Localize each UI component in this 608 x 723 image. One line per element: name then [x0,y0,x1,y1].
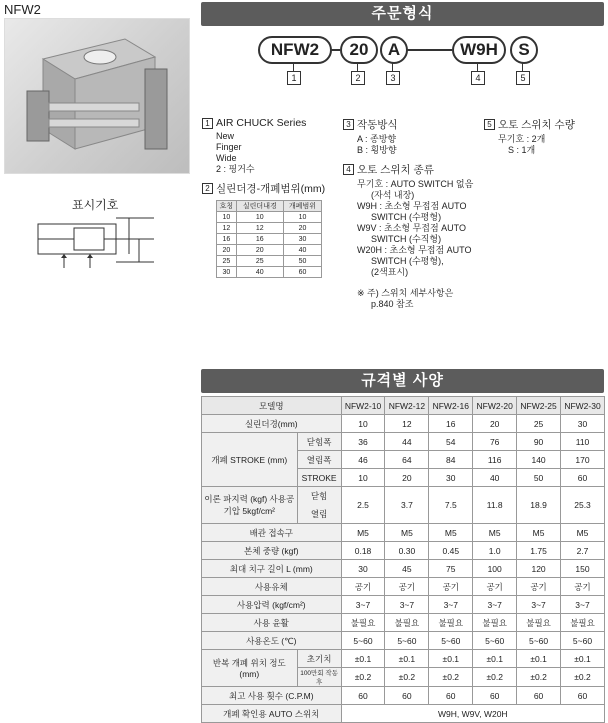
order-code [258,36,558,86]
code-num-2: 2 [351,71,365,85]
sec4-line: W9H : 초소형 무접점 AUTO [357,201,467,211]
sec4-line: SWITCH (수직형) [371,234,442,244]
code-action: A [380,36,408,64]
sec4-note: p.840 참조 [371,299,414,309]
section-3 [343,117,473,156]
air-chuck-image [5,19,189,173]
sec1-line: New [216,131,235,141]
sec4-line: (2색표시) [371,267,409,277]
sec2-num: 2 [202,183,213,194]
table-row: 개폐 STROKE (mm) 닫힘폭 36 44 54 76 90 110 [202,433,605,451]
table-row: 열림폭 46 64 84 116 140 170 [202,451,605,469]
table-row: 본체 중량 (kgf) 0.18 0.30 0.45 1.0 1.75 2.7 [202,542,605,560]
table-row: 30 40 60 [217,267,322,278]
code-dash [330,49,340,51]
sec4-num: 4 [343,164,354,175]
code-num-5: 5 [516,71,530,85]
sec3-num: 3 [343,119,354,130]
code-qty: S [510,36,538,64]
bore-table-header: 호칭 [217,201,237,212]
model-label: NFW2 [4,2,41,17]
pneumatic-symbol [34,210,164,270]
sec4-line: (자석 내장) [371,190,415,200]
code-series: NFW2 [258,36,332,64]
table-row: 10 10 10 [217,212,322,223]
table-row: 16 16 30 [217,234,322,245]
table-row: 25 25 50 [217,256,322,267]
product-photo [4,18,190,174]
table-row: 사용유체 공기 공기 공기 공기 공기 공기 [202,578,605,596]
sec1-line: 2 : 핑거수 [216,164,255,174]
table-row: 반복 개폐 위치 정도 (mm) 초기치 ±0.1 ±0.1 ±0.1 ±0.1 ±0.1 ±0.1 [202,650,605,668]
section-5 [484,117,604,156]
table-row: 이론 파지력 (kgf) 사용공기압 5kgf/cm² 닫힘 열림 2.5 3.7 7.5 11.8 18.9 25.3 [202,487,605,524]
sec3-line: A : 종방향 [357,134,397,144]
sec4-line: 무기호 : AUTO SWITCH 없음 [357,179,474,189]
table-row: 20 20 40 [217,245,322,256]
table-row: 실린더경(mm) 10 12 16 20 25 30 [202,415,605,433]
table-row: 최고 사용 횟수 (C.P.M) 60 60 60 60 60 60 [202,687,605,705]
table-row: 개폐 확인용 AUTO 스위치 W9H, W9V, W20H [202,705,605,723]
sec3-title: 작동방식 [357,119,398,131]
bore-table [216,200,322,278]
table-row: 사용압력 (kgf/cm²) 3~7 3~7 3~7 3~7 3~7 3~7 [202,596,605,614]
code-num-4: 4 [471,71,485,85]
table-row: 사용온도 (℃) 5~60 5~60 5~60 5~60 5~60 5~60 [202,632,605,650]
code-num-1: 1 [287,71,301,85]
sec1-title: AIR CHUCK Series [216,117,307,129]
bore-table-header: 개폐범위 [283,201,321,212]
section-2 [202,181,342,278]
sec4-note: ※ 주) 스위치 세부사항은 [357,288,454,298]
code-bore: 20 [340,36,378,64]
sec4-line: SWITCH (수평형) [371,212,442,222]
spec-banner: 규격별 사양 [201,369,604,393]
sec5-title: 오토 스위치 수량 [498,119,575,131]
order-banner: 주문형식 [201,2,604,26]
sec1-line: Finger [216,142,242,152]
table-row: STROKE 10 20 30 40 50 60 [202,469,605,487]
code-num-3: 3 [386,71,400,85]
sec5-line: 무기호 : 2개 [498,134,546,144]
table-row: 배관 접속구 M5 M5 M5 M5 M5 M5 [202,524,605,542]
table-row: 최대 치구 길이 L (mm) 30 45 75 100 120 150 [202,560,605,578]
section-4 [343,162,483,310]
section-1 [202,117,332,175]
code-switch: W9H [452,36,506,64]
sec4-line: SWITCH (수평형), [371,256,444,266]
sec1-line: Wide [216,153,237,163]
sec3-line: B : 횡방향 [357,145,397,155]
sec4-title: 오토 스위치 종류 [357,164,434,176]
sec5-line: S : 1개 [508,145,536,155]
sec4-line: W20H : 초소형 무접점 AUTO [357,245,472,255]
table-row: 사용 윤활 불필요 불필요 불필요 불필요 불필요 불필요 [202,614,605,632]
bore-table-header: 실린더내경 [236,201,283,212]
spec-table [201,396,605,723]
symbol-title: 표시기호 [72,198,119,212]
sec1-num: 1 [202,118,213,129]
sec4-line: W9V : 초소형 무접점 AUTO [357,223,467,233]
table-row: 모델명 NFW2-10 NFW2-12 NFW2-16 NFW2-20 NFW2-25 NFW2-30 [202,397,605,415]
sec5-num: 5 [484,119,495,130]
table-row: 100만회 작동후 ±0.2 ±0.2 ±0.2 ±0.2 ±0.2 ±0.2 [202,668,605,687]
code-dash [406,49,452,51]
table-row: 12 12 20 [217,223,322,234]
sec2-title: 실린더경-개폐범위(mm) [216,183,326,195]
